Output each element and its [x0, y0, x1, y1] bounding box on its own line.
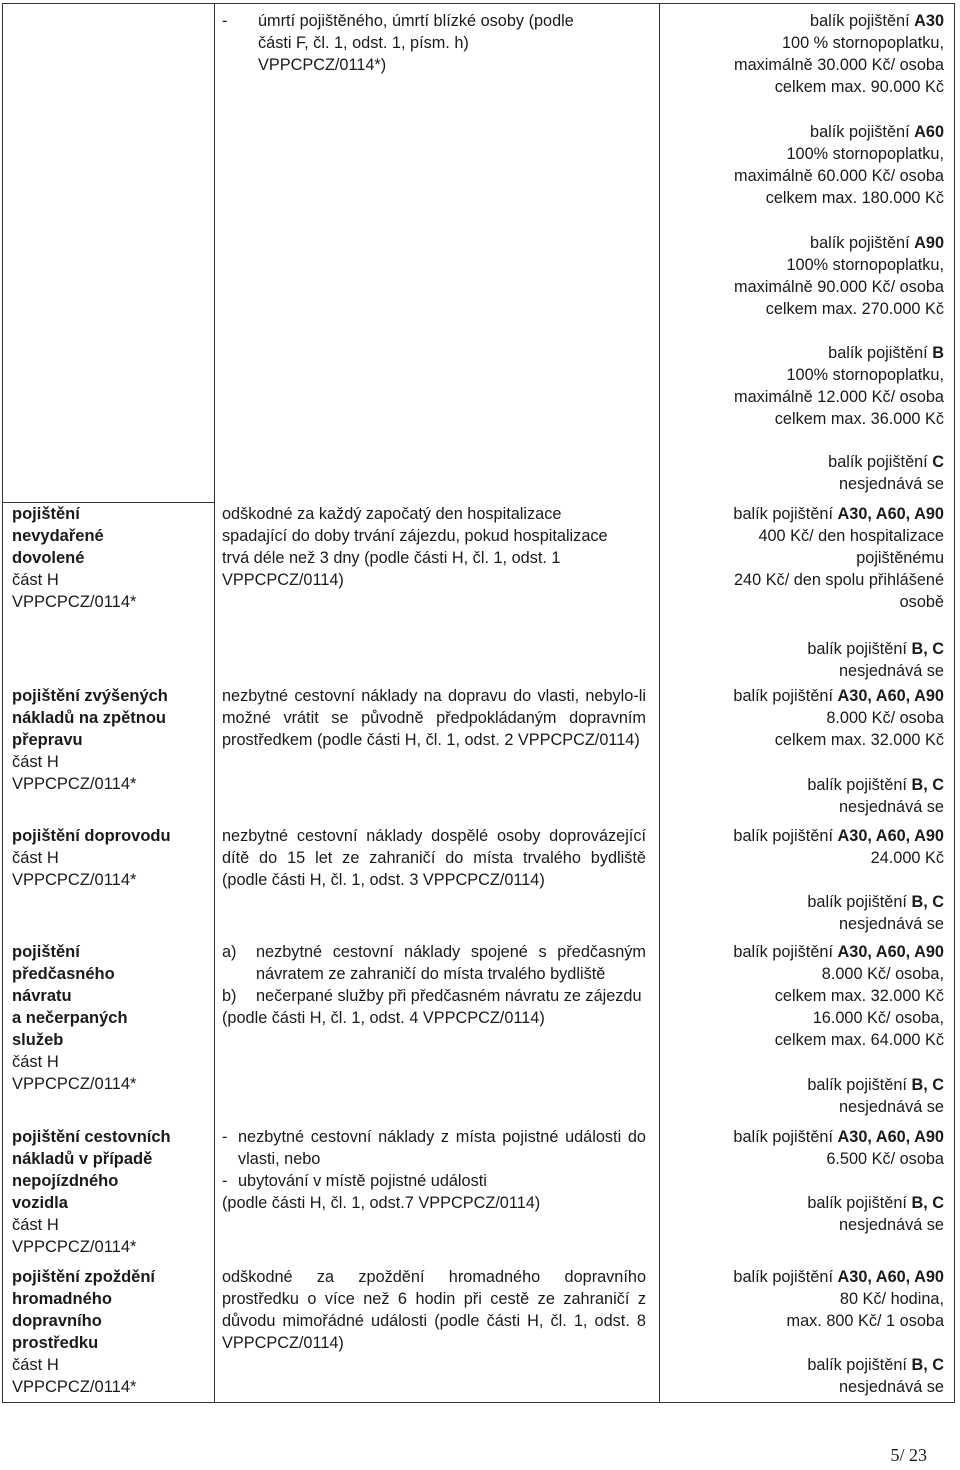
package-label: balík pojištění	[807, 640, 912, 658]
heading-line: přepravu	[12, 731, 83, 749]
text-line: max. 800 Kč/ 1 osoba	[786, 1312, 944, 1330]
row-early-return-heading	[12, 941, 207, 1095]
text-line: 80 Kč/ hodina,	[839, 1290, 944, 1308]
package-code: B, C	[911, 1356, 944, 1374]
reference-code: VPPCPCZ/0114*	[12, 871, 137, 889]
heading-line: prostředku	[12, 1334, 99, 1352]
heading-line: a nečerpaných	[12, 1009, 128, 1027]
package-label: balík pojištění	[810, 123, 915, 141]
text-line: části F, čl. 1, odst. 1, písm. h)	[258, 34, 469, 52]
row-early-return-exclusion	[660, 1074, 944, 1118]
text-line: maximálně 90.000 Kč/ osoba	[734, 278, 944, 296]
exclusion-text: nesjednává se	[838, 662, 944, 680]
coverage-text: odškodné za zpoždění hromadného dopravního prostředku o více než 6 hodin při cestě ze zahraničí z důvodu mimořádné události (podle části H, čl. 1, odst. 8 VPPCPCZ/0114)	[222, 1268, 646, 1352]
package-code: B, C	[911, 1194, 944, 1212]
list-text: nezbytné cestovní náklady z místa pojistné události do vlasti, nebo	[238, 1128, 646, 1168]
package-code: B, C	[911, 893, 944, 911]
row-early-return-coverage	[222, 941, 646, 1029]
heading-line: návratu	[12, 987, 72, 1005]
part-label: část H	[12, 1053, 59, 1071]
row-vehicle-package	[660, 1126, 944, 1170]
empty-header-cell	[3, 4, 214, 503]
list-text: nečerpané služby při předčasném návratu ze zájezdu	[256, 987, 642, 1005]
package-label: balík pojištění	[733, 505, 838, 523]
package-code: A30, A60, A90	[837, 827, 944, 845]
heading-line: nákladů na zpětnou	[12, 709, 167, 727]
list-text: nezbytné cestovní náklady spojené s předčasným návratem ze zahraničí do místa trvalého bydliště	[256, 943, 646, 983]
row-escort-heading	[12, 825, 207, 891]
package-label: balík pojištění	[828, 344, 933, 362]
text-line: 8.000 Kč/ osoba,	[821, 965, 944, 983]
text-line: 400 Kč/ den hospitalizace	[758, 527, 944, 545]
row-escort-coverage	[222, 825, 646, 891]
text-line: pojištěnému	[856, 549, 944, 567]
coverage-note: (podle části H, čl. 1, odst.7 VPPCPCZ/0114)	[222, 1194, 541, 1212]
heading-line: nevydařené	[12, 527, 104, 545]
package-label: balík pojištění	[807, 776, 912, 794]
heading-line: pojištění doprovodu	[12, 827, 171, 845]
package-label: balík pojištění	[733, 687, 838, 705]
top-coverage-text	[258, 10, 574, 76]
exclusion-text: nesjednává se	[838, 915, 944, 933]
package-code: A60	[914, 123, 944, 141]
part-label: část H	[12, 849, 59, 867]
package-label: balík pojištění	[807, 1356, 912, 1374]
package-code: A30, A60, A90	[837, 1268, 944, 1286]
text-line: 100% stornopoplatku,	[786, 256, 944, 274]
package-b	[660, 342, 944, 430]
list-item	[222, 941, 646, 985]
heading-line: služeb	[12, 1031, 64, 1049]
text-line: celkem max. 90.000 Kč	[774, 78, 944, 96]
list-marker: b)	[222, 987, 237, 1005]
row-escort-package	[660, 825, 944, 869]
exclusion-text: nesjednává se	[838, 1378, 944, 1396]
reference-code: VPPCPCZ/0114*	[12, 775, 137, 793]
column-divider	[214, 4, 215, 1402]
package-label: balík pojištění	[810, 234, 915, 252]
package-label: balík pojištění	[828, 453, 933, 471]
top-coverage	[222, 10, 646, 76]
package-code: A30, A60, A90	[837, 505, 944, 523]
row-return-heading	[12, 685, 207, 795]
text-line: celkem max. 270.000 Kč	[765, 300, 944, 318]
heading-line: hromadného	[12, 1290, 112, 1308]
package-a60	[660, 121, 944, 209]
package-code: C	[932, 453, 944, 471]
text-line: 24.000 Kč	[870, 849, 944, 867]
coverage-text: nezbytné cestovní náklady dospělé osoby doprovázející dítě do 15 let ze zahraničí do místa trvalého bydliště (podle části H, čl. 1, odst. 3 VPPCPCZ/0114)	[222, 827, 646, 889]
text-line: 100% stornopoplatku,	[786, 366, 944, 384]
row-return-exclusion	[660, 774, 944, 818]
package-label: balík pojištění	[733, 1128, 838, 1146]
package-code: A30, A60, A90	[837, 943, 944, 961]
text-line: celkem max. 180.000 Kč	[765, 189, 944, 207]
part-label: část H	[12, 753, 59, 771]
heading-line: pojištění zpoždění	[12, 1268, 155, 1286]
text-line: osobě	[899, 593, 944, 611]
package-code: A30, A60, A90	[837, 687, 944, 705]
heading-line: pojištění	[12, 943, 80, 961]
package-a90	[660, 232, 944, 320]
list-marker: a)	[222, 943, 237, 961]
reference-code: VPPCPCZ/0114*	[12, 1075, 137, 1093]
package-c	[660, 451, 944, 495]
list-text: ubytování v místě pojistné události	[238, 1172, 487, 1190]
part-label: část H	[12, 1216, 59, 1234]
package-label: balík pojištění	[733, 827, 838, 845]
row-vehicle-coverage	[222, 1126, 646, 1214]
row-delay-exclusion	[660, 1354, 944, 1398]
package-label: balík pojištění	[807, 1194, 912, 1212]
coverage-text: odškodné za každý započatý den hospitalizace spadající do doby trvání zájezdu, pokud hospitalizace trvá déle než 3 dny (podle části H, čl. 1, odst. 1 VPPCPCZ/0114)	[222, 505, 608, 589]
text-line: maximálně 60.000 Kč/ osoba	[734, 167, 944, 185]
text-line: maximálně 12.000 Kč/ osoba	[734, 388, 944, 406]
package-code: B	[932, 344, 944, 362]
row-return-coverage	[222, 685, 646, 751]
text-line: celkem max. 36.000 Kč	[774, 410, 944, 428]
text-line: celkem max. 64.000 Kč	[774, 1031, 944, 1049]
text-line: VPPCPCZ/0114*)	[258, 56, 387, 74]
coverage-text: nezbytné cestovní náklady na dopravu do vlasti, nebylo-li možné vrátit se původně předpokládaným dopravním prostředkem (podle části H, čl. 1, odst. 2 VPPCPCZ/0114)	[222, 687, 646, 749]
row-delay-coverage	[222, 1266, 646, 1354]
heading-line: dovolené	[12, 549, 85, 567]
row-return-package	[660, 685, 944, 751]
text-line: 100 % stornopoplatku,	[781, 34, 944, 52]
text-line: 100% stornopoplatku,	[786, 145, 944, 163]
package-label: balík pojištění	[733, 943, 838, 961]
row-vehicle-exclusion	[660, 1192, 944, 1236]
reference-code: VPPCPCZ/0114*	[12, 1238, 137, 1256]
row-vacation-exclusion	[660, 638, 944, 682]
exclusion-text: nesjednává se	[838, 798, 944, 816]
exclusion-text: nesjednává se	[838, 1216, 944, 1234]
page-number: 5/ 23	[890, 1445, 927, 1465]
text-line: 8.000 Kč/ osoba	[826, 709, 944, 727]
list-marker: -	[222, 1172, 228, 1190]
row-early-return-package	[660, 941, 944, 1051]
text-line: maximálně 30.000 Kč/ osoba	[734, 56, 944, 74]
heading-line: dopravního	[12, 1312, 102, 1330]
heading-line: vozidla	[12, 1194, 68, 1212]
text-line: 6.500 Kč/ osoba	[826, 1150, 944, 1168]
exclusion-text: nesjednává se	[838, 1098, 944, 1116]
part-label: část H	[12, 571, 59, 589]
list-item	[222, 1170, 646, 1192]
row-delay-heading	[12, 1266, 207, 1398]
package-code: B, C	[911, 1076, 944, 1094]
text-line: úmrtí pojištěného, úmrtí blízké osoby (podle	[258, 12, 574, 30]
heading-line: pojištění	[12, 505, 80, 523]
package-label: balík pojištění	[810, 12, 915, 30]
dash-marker: -	[222, 12, 228, 30]
text-line: celkem max. 32.000 Kč	[774, 731, 944, 749]
reference-code: VPPCPCZ/0114*	[12, 593, 137, 611]
text-line: celkem max. 32.000 Kč	[774, 987, 944, 1005]
list-item	[222, 1126, 646, 1170]
package-code: A30	[914, 12, 944, 30]
row-delay-package	[660, 1266, 944, 1332]
part-label: část H	[12, 1356, 59, 1374]
package-code: B, C	[911, 776, 944, 794]
package-code: A30, A60, A90	[837, 1128, 944, 1146]
heading-line: pojištění cestovních	[12, 1128, 171, 1146]
list-marker: -	[222, 1128, 228, 1146]
heading-line: pojištění zvýšených	[12, 687, 168, 705]
heading-line: nepojízdného	[12, 1172, 119, 1190]
package-a30	[660, 10, 944, 98]
reference-code: VPPCPCZ/0114*	[12, 1378, 137, 1396]
row-vacation-coverage	[222, 503, 627, 591]
row-vacation-heading	[12, 503, 207, 613]
package-label: balík pojištění	[807, 893, 912, 911]
text-line: nesjednává se	[838, 475, 944, 493]
heading-line: předčasného	[12, 965, 115, 983]
row-vacation-package	[660, 503, 944, 613]
package-label: balík pojištění	[807, 1076, 912, 1094]
list-item	[222, 985, 646, 1007]
package-code: B, C	[911, 640, 944, 658]
text-line: 16.000 Kč/ osoba,	[812, 1009, 944, 1027]
package-label: balík pojištění	[733, 1268, 838, 1286]
heading-line: nákladů v případě	[12, 1150, 153, 1168]
text-line: 240 Kč/ den spolu přihlášené	[734, 571, 944, 589]
coverage-note: (podle části H, čl. 1, odst. 4 VPPCPCZ/0114)	[222, 1009, 545, 1027]
row-vehicle-heading	[12, 1126, 207, 1258]
row-escort-exclusion	[660, 891, 944, 935]
package-code: A90	[914, 234, 944, 252]
